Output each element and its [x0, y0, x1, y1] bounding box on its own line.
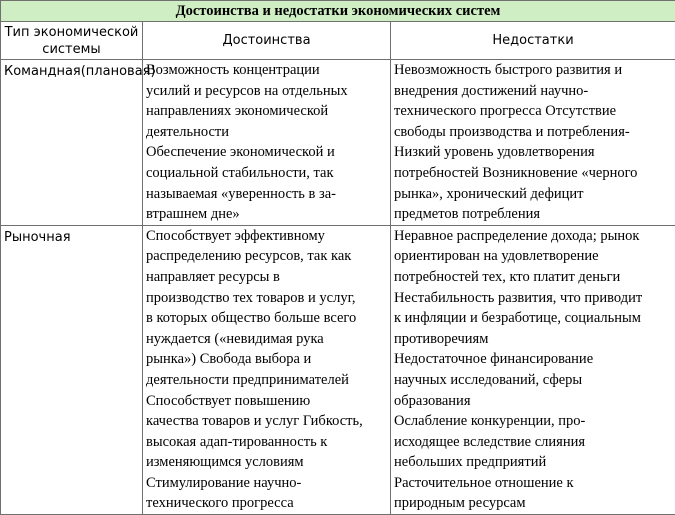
- cell-text-line: качества товаров и услуг Гибкость,: [146, 411, 390, 432]
- title-row: [1, 1, 675, 22]
- cell-text-line: Стимулирование научно-: [146, 473, 390, 494]
- table-title: Достоинства и недостатки экономических систем: [1, 1, 675, 22]
- header-row: [1, 22, 675, 60]
- cell-text-line: внедрения достижений научно-: [394, 81, 675, 102]
- header-advantages: Достоинства: [143, 22, 391, 60]
- cell-text-line: нуждается («невидимая рука: [146, 329, 390, 350]
- cell-text-line: природным ресурсам: [394, 493, 675, 514]
- header-type-line1: Тип экономической: [1, 24, 142, 41]
- cell-text-line: Способствует эффективному: [146, 226, 390, 247]
- cell-text-line: Неравное распределение дохода; рынок: [394, 226, 675, 247]
- cell-text-line: небольших предприятий: [394, 452, 675, 473]
- cell-text-line: технического прогресса Отсутствие: [394, 101, 675, 122]
- header-type: [1, 22, 143, 60]
- cell-text-line: рынка») Свобода выбора и: [146, 349, 390, 370]
- cell-text-line: потребностей Возникновение «черного: [394, 163, 675, 184]
- cell-text-line: деятельности: [146, 122, 390, 143]
- cell-text-line: предметов потребления: [394, 204, 675, 225]
- header-disadvantages: Недостатки: [391, 22, 675, 60]
- cell-text-line: Низкий уровень удовлетворения: [394, 142, 675, 163]
- header-type-line2: системы: [1, 41, 142, 58]
- cell-text-line: противоречиям: [394, 329, 675, 350]
- row-advantages-cell: [143, 60, 391, 226]
- row-type-cell: [1, 225, 143, 514]
- cell-text-line: (плановая): [81, 64, 156, 79]
- cell-text-line: называемая «уверенность в за-: [146, 184, 390, 205]
- cell-text-line: направляет ресурсы в: [146, 267, 390, 288]
- cell-text-line: деятельности предпринимателей: [146, 370, 390, 391]
- cell-text-line: ориентирован на удовлетворение: [394, 246, 675, 267]
- cell-text-line: технического прогресса: [146, 493, 390, 514]
- cell-text-line: к инфляции и безработице, социальным: [394, 308, 675, 329]
- cell-text-line: высокая адап-тированность к: [146, 432, 390, 453]
- cell-text-line: исходящее вследствие слияния: [394, 432, 675, 453]
- cell-text-line: научных исследований, сферы: [394, 370, 675, 391]
- table-row: [1, 225, 675, 514]
- cell-text-line: в которых общество больше всего: [146, 308, 390, 329]
- cell-text-line: Нестабильность развития, что приводит: [394, 288, 675, 309]
- cell-text-line: Командная: [4, 64, 81, 79]
- cell-text-line: Способствует повышению: [146, 391, 390, 412]
- row-disadvantages-cell: [391, 60, 675, 226]
- cell-text-line: потребностей тех, кто платит деньги: [394, 267, 675, 288]
- cell-text-line: Возможность концентрации: [146, 60, 390, 81]
- cell-text-line: Расточительное отношение к: [394, 473, 675, 494]
- cell-text-line: образования: [394, 391, 675, 412]
- cell-text-line: производство тех товаров и услуг,: [146, 288, 390, 309]
- row-advantages-cell: [143, 225, 391, 514]
- cell-text-line: распределению ресурсов, так как: [146, 246, 390, 267]
- row-disadvantages-cell: [391, 225, 675, 514]
- cell-text-line: социальной стабильности, так: [146, 163, 390, 184]
- cell-text-line: Обеспечение экономической и: [146, 142, 390, 163]
- cell-text-line: Невозможность быстрого развития и: [394, 60, 675, 81]
- cell-text-line: свободы производства и потребления-: [394, 122, 675, 143]
- table-row: [1, 60, 675, 226]
- cell-text-line: втрашнем дне»: [146, 204, 390, 225]
- cell-text-line: изменяющимся условиям: [146, 452, 390, 473]
- cell-text-line: направлениях экономической: [146, 101, 390, 122]
- cell-text-line: Рыночная: [4, 230, 71, 245]
- row-type-cell: [1, 60, 143, 226]
- cell-text-line: Ослабление конкуренции, про-: [394, 411, 675, 432]
- cell-text-line: Недостаточное финансирование: [394, 349, 675, 370]
- cell-text-line: усилий и ресурсов на отдельных: [146, 81, 390, 102]
- cell-text-line: рынка», хронический дефицит: [394, 184, 675, 205]
